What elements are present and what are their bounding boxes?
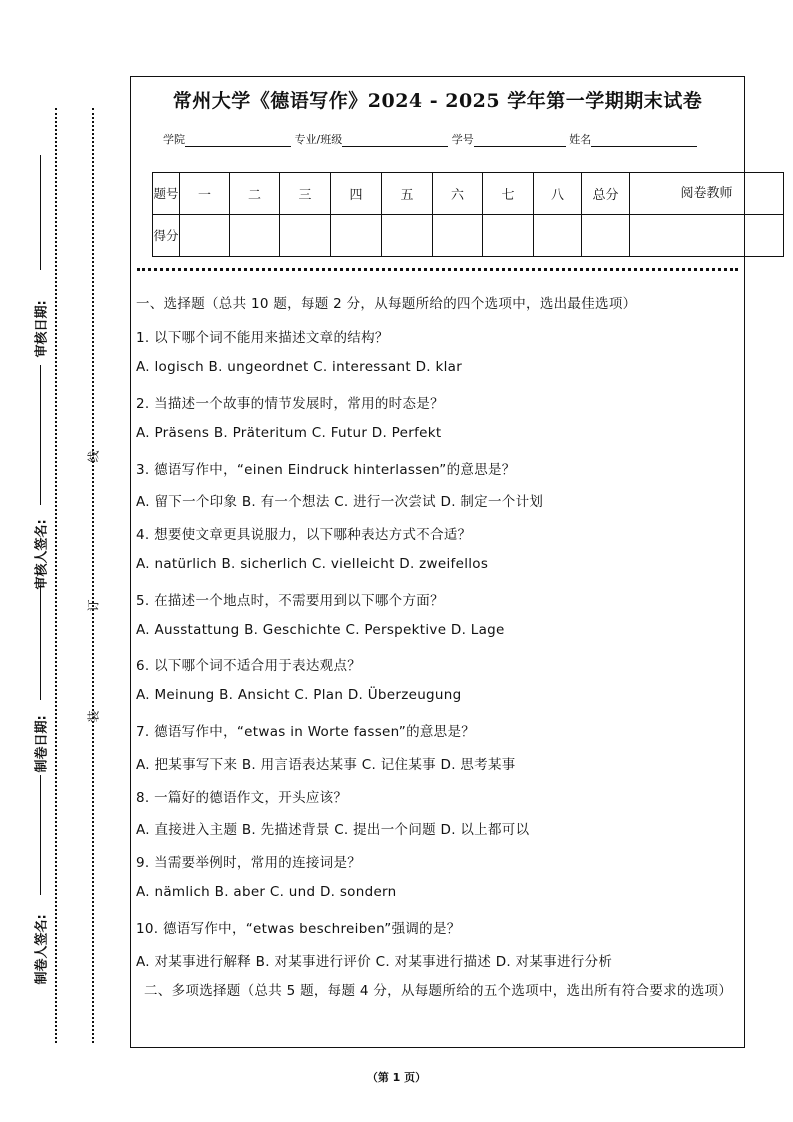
- question-text: 8. 一篇好的德语作文，开头应该？: [136, 790, 348, 806]
- signature-underline: [40, 775, 41, 895]
- score-cell[interactable]: [280, 215, 331, 257]
- question-options: A. nämlich B. aber C. und D. sondern: [136, 884, 397, 900]
- signature-underline: [40, 155, 41, 270]
- question-text: 3. 德语写作中，“einen Eindruck hinterlassen”的意思是？: [136, 462, 516, 478]
- column-header: 一: [180, 173, 230, 215]
- score-table: [152, 172, 784, 257]
- question-text: 6. 以下哪个词不适合用于表达观点？: [136, 658, 362, 674]
- question-options: A. 留下一个印象 B. 有一个想法 C. 进行一次尝试 D. 制定一个计划: [136, 494, 544, 510]
- college-field[interactable]: [185, 134, 291, 147]
- column-header: 四: [331, 173, 382, 215]
- question-text: 4. 想要使文章更具说服力，以下哪种表达方式不合适？: [136, 527, 472, 543]
- question-text: 5. 在描述一个地点时，不需要用到以下哪个方面？: [136, 593, 444, 609]
- score-cell[interactable]: [582, 215, 630, 257]
- question-options: A. Ausstattung B. Geschichte C. Perspektive D. Lage: [136, 622, 505, 638]
- student-info-row: [163, 131, 697, 147]
- score-cell[interactable]: [382, 215, 433, 257]
- score-table-score-row: [153, 215, 784, 257]
- column-header: 阅卷教师: [630, 173, 784, 215]
- reviewer-signature-label: 审核人签名:: [34, 519, 50, 590]
- student-id-label: 学号: [451, 133, 474, 146]
- question-options: A. 对某事进行解释 B. 对某事进行评价 C. 对某事进行描述 D. 对某事进行分析: [136, 954, 613, 970]
- score-label: 得分: [153, 215, 180, 257]
- question-options: A. Präsens B. Präteritum C. Futur D. Perfekt: [136, 425, 442, 441]
- page-number: （第 1 页）: [366, 1071, 427, 1084]
- column-header: 总分: [582, 173, 630, 215]
- question-options: A. logisch B. ungeordnet C. interessant D. klar: [136, 359, 463, 375]
- score-cell[interactable]: [331, 215, 382, 257]
- binding-line: [55, 108, 57, 1043]
- question-number-label: 题号: [153, 173, 180, 215]
- column-header: 三: [280, 173, 331, 215]
- question-options: A. 把某事写下来 B. 用言语表达某事 C. 记住某事 D. 思考某事: [136, 757, 516, 773]
- question-options: A. natürlich B. sicherlich C. vielleicht D. zweifellos: [136, 556, 489, 572]
- major-class-label: 专业/班级: [294, 133, 343, 146]
- maker-date-label: 制卷日期:: [34, 715, 50, 773]
- score-cell[interactable]: [180, 215, 230, 257]
- name-field[interactable]: [591, 134, 697, 147]
- question-text: 10. 德语写作中，“etwas beschreiben”强调的是？: [136, 921, 461, 937]
- binding-mark-staple: 订: [86, 599, 101, 612]
- binding-dotted-line: [92, 108, 94, 1043]
- question-text: 2. 当描述一个故事的情节发展时，常用的时态是？: [136, 396, 444, 412]
- page-title: 常州大学《德语写作》2024 - 2025 学年第一学期期末试卷: [172, 90, 703, 112]
- section-heading: 一、选择题（总共 10 题，每题 2 分，从每题所给的四个选项中，选出最佳选项）: [136, 296, 637, 312]
- score-table-header-row: [153, 173, 784, 215]
- maker-signature-label: 制卷人签名:: [34, 914, 50, 985]
- score-cell[interactable]: [630, 215, 784, 257]
- signature-underline: [40, 585, 41, 700]
- question-options: A. 直接进入主题 B. 先描述背景 C. 提出一个问题 D. 以上都可以: [136, 822, 530, 838]
- dotted-separator: [137, 268, 738, 271]
- section-heading: 二、多项选择题（总共 5 题，每题 4 分，从每题所给的五个选项中，选出所有符合要求的选项）: [144, 983, 733, 999]
- binding-mark-line: 线: [86, 450, 101, 463]
- question-text: 7. 德语写作中，“etwas in Worte fassen”的意思是？: [136, 724, 476, 740]
- score-cell[interactable]: [433, 215, 483, 257]
- signature-underline: [40, 365, 41, 505]
- column-header: 二: [230, 173, 280, 215]
- binding-mark-bind: 装: [86, 710, 101, 723]
- question-options: A. Meinung B. Ansicht C. Plan D. Überzeugung: [136, 687, 462, 703]
- question-text: 1. 以下哪个词不能用来描述文章的结构？: [136, 330, 389, 346]
- student-id-field[interactable]: [474, 134, 566, 147]
- column-header: 七: [483, 173, 534, 215]
- question-text: 9. 当需要举例时，常用的连接词是？: [136, 855, 362, 871]
- name-label: 姓名: [569, 133, 592, 146]
- column-header: 五: [382, 173, 433, 215]
- college-label: 学院: [163, 133, 185, 146]
- score-cell[interactable]: [483, 215, 534, 257]
- score-cell[interactable]: [230, 215, 280, 257]
- score-cell[interactable]: [534, 215, 582, 257]
- column-header: 八: [534, 173, 582, 215]
- column-header: 六: [433, 173, 483, 215]
- reviewer-date-label: 审核日期:: [34, 300, 50, 358]
- major-class-field[interactable]: [342, 134, 448, 147]
